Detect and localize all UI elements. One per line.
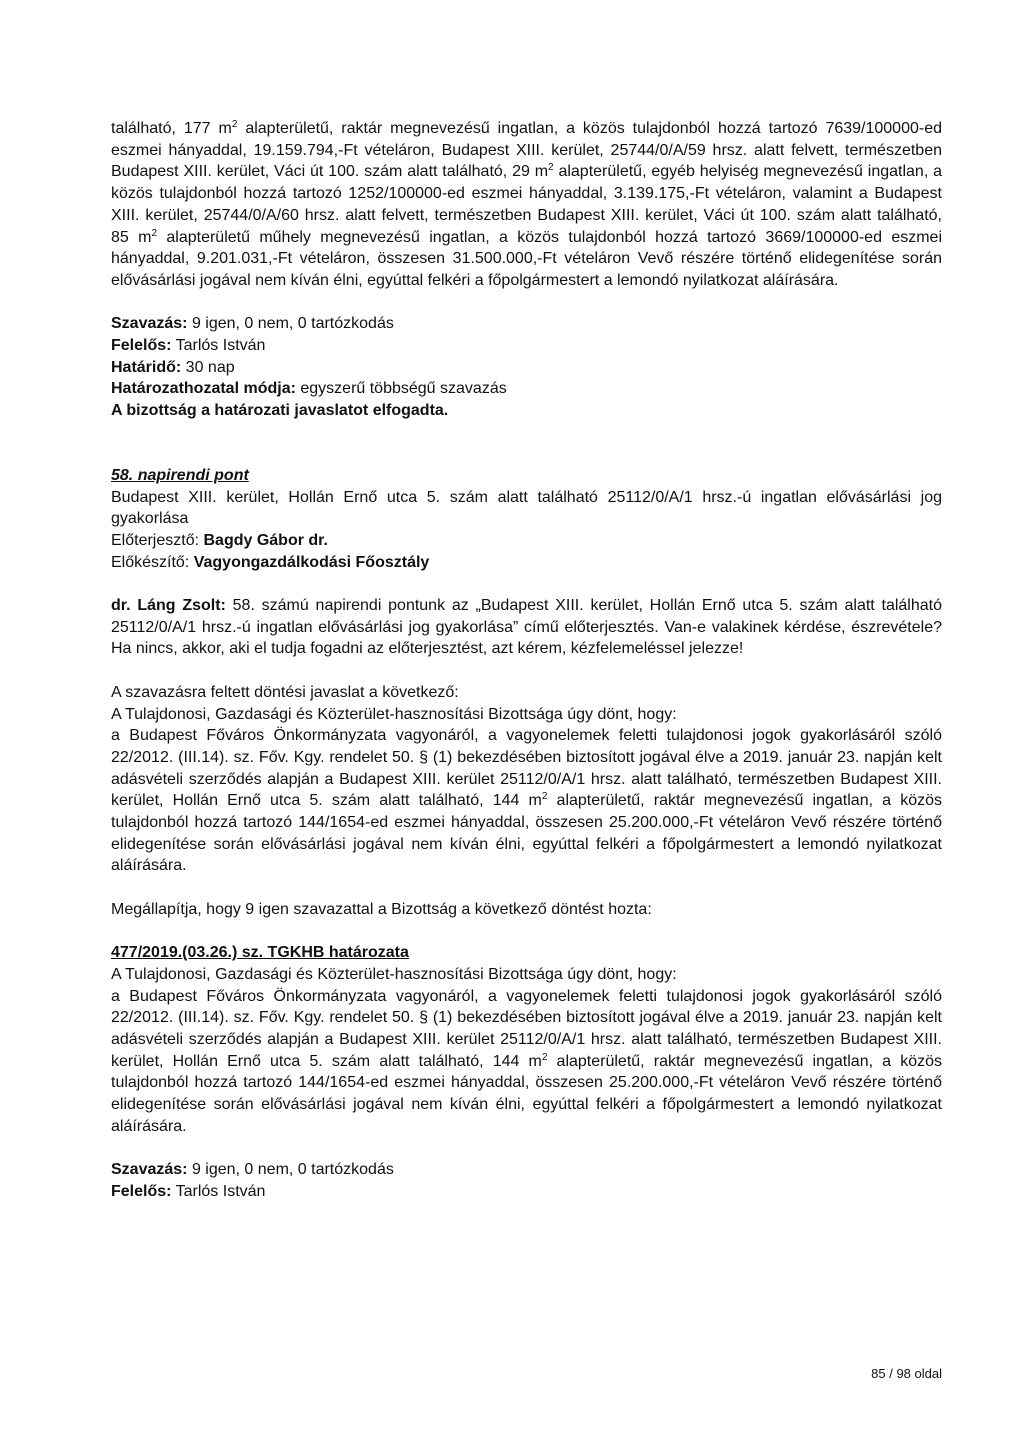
committee-result: A bizottság a határozati javaslatot elfogadta.	[111, 402, 449, 420]
resolution-committee-line: A Tulajdonosi, Gazdasági és Közterület-hasznosítási Bizottsága úgy dönt, hogy:	[111, 965, 677, 983]
presenter-line: Előterjesztő: Bagdy Gábor dr.	[111, 531, 328, 549]
responsible-line-2: Felelős: Tarlós István	[111, 1182, 266, 1200]
proposal-intro: A szavazásra feltett döntési javaslat a következő:	[111, 683, 459, 701]
resolution-heading: 477/2019.(03.26.) sz. TGKHB határozata	[111, 944, 409, 962]
decision-method-line: Határozathozatal módja: egyszerű többségű szavazás	[111, 380, 507, 398]
vote-line-2: Szavazás: 9 igen, 0 nem, 0 tartózkodás	[111, 1161, 394, 1179]
finding-line: Megállapítja, hogy 9 igen szavazattal a Bizottság a következő döntést hozta:	[111, 900, 652, 918]
proposal-body: a Budapest Főváros Önkormányzata vagyonáról, a vagyonelemek feletti tulajdonosi jogok gyakorlásáról szóló 22/2012. (III.14). sz. Főv. Kgy. rendelet 50. § (1) bekezdésében biztosított jogával élve a 2019. január 23. napján kelt adásvételi szerződés alapján a Budapest XIII. kerület 25112/0/A/1 hrsz. alatt található, természetben Budapest XIII. kerület, Hollán Ernő utca 5. szám alatt található, 144 $m^2$ alapterületű, raktár megnevezésű ingatlan, a közös tulajdonból hozzá tartozó 144/1654-ed eszmei hányaddal, összesen 25.200.000,-Ft vételáron Vevő részére történő elidegenítése során elővásárlási jogával nem kíván élni, egyúttal felkéri a főpolgármestert a lemondó nyilatkozat aláírására.	[111, 727, 942, 875]
page-number: 85 / 98 oldal	[871, 1366, 942, 1381]
proposal-committee-line: A Tulajdonosi, Gazdasági és Közterület-hasznosítási Bizottsága úgy dönt, hogy:	[111, 705, 677, 723]
resolution-body: a Budapest Főváros Önkormányzata vagyonáról, a vagyonelemek feletti tulajdonosi jogok gyakorlásáról szóló 22/2012. (III.14). sz. Főv. Kgy. rendelet 50. § (1) bekezdésében biztosított jogával élve a 2019. január 23. napján kelt adásvételi szerződés alapján a Budapest XIII. kerület 25112/0/A/1 hrsz. alatt található, természetben Budapest XIII. kerület, Hollán Ernő utca 5. szám alatt található, 144 $m^2$ alapterületű, raktár megnevezésű ingatlan, a közös tulajdonból hozzá tartozó 144/1654-ed eszmei hányaddal, összesen 25.200.000,-Ft vételáron Vevő részére történő elidegenítése során elővásárlási jogával nem kíván élni, egyúttal felkéri a főpolgármestert a lemondó nyilatkozat aláírására.	[111, 987, 942, 1135]
deadline-line: Határidő: 30 nap	[111, 358, 235, 376]
document-page	[111, 118, 942, 1203]
speech-paragraph: dr. Láng Zsolt: 58. számú napirendi pontunk az „Budapest XIII. kerület, Hollán Ernő utca 5. szám alatt található 25112/0/A/1 hrsz.-ú ingatlan elővásárlási jog gyakorlása” című előterjesztés. Van-e valakinek kérdése, észrevétele? Ha nincs, akkor, aki el tudja fogadni az előterjesztést, azt kérem, kézfelemeléssel jelezze!	[111, 597, 943, 658]
continued-paragraph: található, 177 $m^2$ alapterületű, raktár megnevezésű ingatlan, a közös tulajdonból hozzá tartozó 7639/100000-ed eszmei hányaddal, 19.159.794,-Ft vételáron, Budapest XIII. kerület, 25744/0/A/59 hrsz. alatt felvett, természetben Budapest XIII. kerület, Váci út 100. szám alatt található, 29 $m^2$ alapterületű, egyéb helyiség megnevezésű ingatlan, a közös tulajdonból hozzá tartozó 1252/100000-ed eszmei hányaddal, 3.139.175,-Ft vételáron, valamint a Budapest XIII. kerület, 25744/0/A/60 hrsz. alatt felvett, természetben Budapest XIII. kerület, Váci út 100. szám alatt található, 85 $m^2$ alapterületű műhely megnevezésű ingatlan, a közös tulajdonból hozzá tartozó 3669/100000-ed eszmei hányaddal, 9.201.031,-Ft vételáron, összesen 31.500.000,-Ft vételáron Vevő részére történő elidegenítése során elővásárlási jogával nem kíván élni, egyúttal felkéri a főpolgármestert a lemondó nyilatkozat aláírására.	[111, 119, 943, 289]
responsible-line: Felelős: Tarlós István	[111, 337, 266, 355]
agenda-title: Budapest XIII. kerület, Hollán Ernő utca 5. szám alatt található 25112/0/A/1 hrsz.-ú ingatlan elővásárlási jog gyakorlása	[111, 488, 942, 528]
vote-line: Szavazás: 9 igen, 0 nem, 0 tartózkodás	[111, 315, 394, 333]
preparer-line: Előkészítő: Vagyongazdálkodási Főosztály	[111, 553, 430, 571]
agenda-heading: 58. napirendi pont	[111, 466, 249, 484]
